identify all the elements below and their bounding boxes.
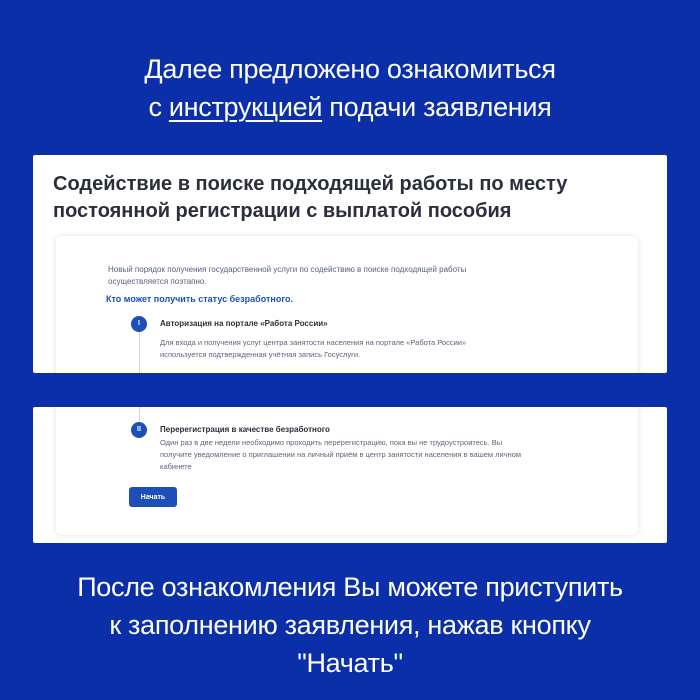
top-caption: [0, 50, 700, 126]
bottom-caption: [0, 568, 700, 682]
step-title: Авторизация на портале «Работа России»: [160, 319, 328, 328]
intro-text-line1: Новый порядок получения государственной услуги по содействию в поиске подходящей работы: [108, 265, 467, 274]
bottom-caption-line2: к заполнению заявления, нажав кнопку: [109, 610, 591, 640]
step-connector-line: [139, 407, 140, 421]
service-screenshot-bottom: [33, 407, 667, 543]
step-number-badge: II: [131, 422, 147, 438]
intro-text-line2: осуществляется поэтапно.: [108, 277, 207, 286]
bottom-caption-line3: "Начать": [297, 648, 403, 678]
service-title-line2: постоянной регистрации с выплатой пособия: [53, 200, 512, 222]
intro-text: [108, 264, 548, 288]
top-caption-prefix: с: [148, 92, 169, 122]
step-description-line2: используется подтвержденная учётная запись Госуслуги.: [160, 350, 361, 359]
step-description: [160, 437, 630, 473]
start-button[interactable]: Начать: [129, 487, 177, 507]
service-screenshot-top: [33, 155, 667, 373]
step-title: Перерегистрация в качестве безработного: [160, 425, 330, 434]
step-number-badge: I: [131, 316, 147, 332]
instruction-card: [56, 236, 638, 373]
top-caption-suffix: подачи заявления: [322, 92, 552, 122]
step-connector-line: [139, 328, 140, 373]
instruction-link-text: инструкцией: [168, 92, 323, 122]
instruction-card-continued: [56, 407, 638, 535]
service-title-line1: Содействие в поиске подходящей работы по месту: [53, 173, 568, 195]
step-description-line1: Для входа и получения услуг центра занятости населения на портале «Работа России»: [160, 338, 467, 347]
step-description-line1: Один раз в две недели необходимо проходить перерегистрацию, пока вы не трудоустроитесь. Вы: [160, 438, 503, 447]
who-can-get-status-link[interactable]: Кто может получить статус безработного.: [106, 294, 293, 304]
step-description: [160, 337, 620, 361]
step-description-line2: получите уведомление о приглашении на личный приём в центр занятости населения в вашем личном: [160, 450, 522, 459]
top-caption-line2: [0, 88, 700, 126]
bottom-caption-line1: После ознакомления Вы можете приступить: [77, 572, 623, 602]
service-title: [53, 171, 653, 225]
step-description-line3: кабинете: [160, 462, 192, 471]
top-caption-line1: Далее предложено ознакомиться: [144, 54, 556, 84]
